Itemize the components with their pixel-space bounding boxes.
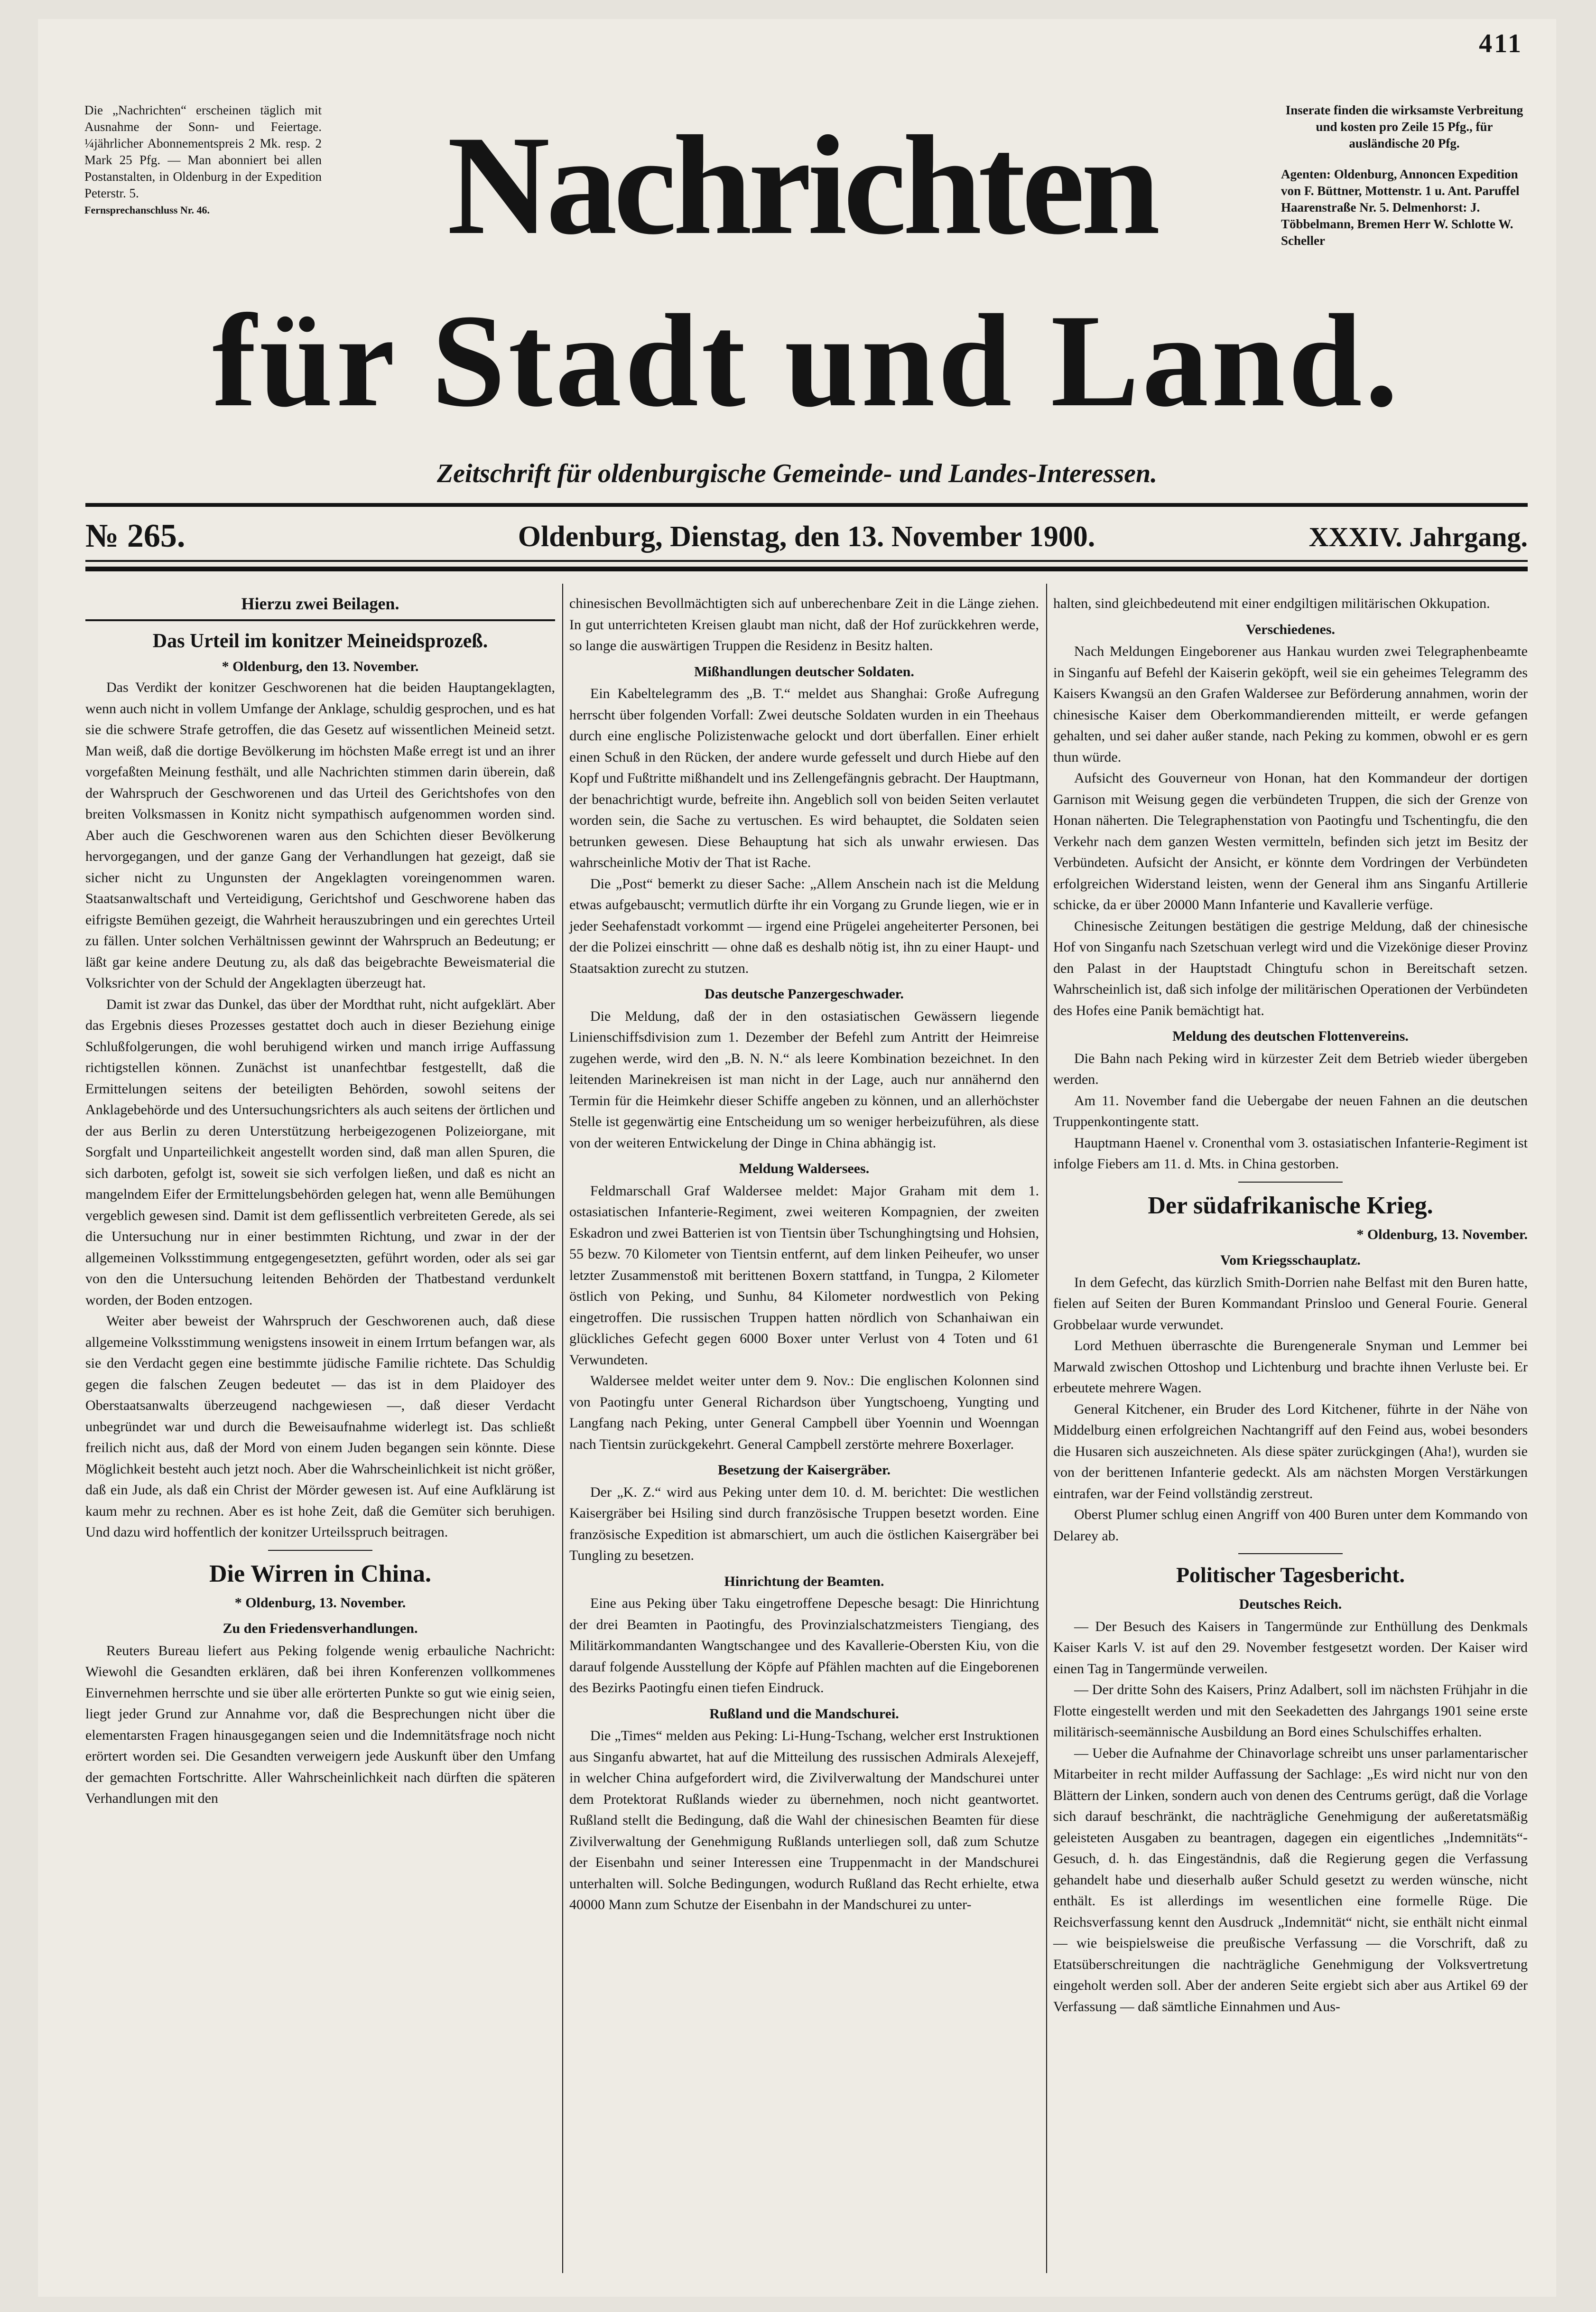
article-paragraph: Ein Kabeltelegramm des „B. T.“ meldet aus Shanghai: Große Aufregung herrscht über folgenden Vorfall: Zwei deutsche Soldaten wurden in ein Theehaus durch eine englische Polizistenwache gelockt und dort überfallen. Einer erhielt einen Schuß in den Rücken, der andere wurde gefesselt und durch Hiebe auf den Kopf und Fußtritte mißhandelt und ins Zellengefängnis gebracht. Der Hauptmann, der benachrichtigt wurde, befreite ihn. Angeblich soll von beiden Seiten verlautet worden sein, die Sache zu vertuschen. Es wird behauptet, die Soldaten seien betrunken gewesen. Diese Behauptung hat sich als unwahr erwiesen. Das wahrscheinliche Motiv der That ist Rache. (569, 686, 1039, 870)
article-paragraph: Die Meldung, daß der in den ostasiatischen Gewässern liegende Linienschiffsdivision zum 1. Dezember der Befehl zum Antritt der Heimreise zugehen werde, wird den „B. N. N.“ als leere Kombination bezeichnet. In den leitenden Marinekreisen ist man nicht in der Lage, auch nur annähernd den Termin für die Heimkehr dieser Schiffe angeben zu können, und an allerhöchster Stelle ist gegenwärtig eine Entscheidung um so weniger herbeizuführen, als diese von der weiteren Entwickelung der Dinge in China abhängig ist. (569, 1008, 1039, 1151)
article-paragraph: General Kitchener, ein Bruder des Lord Kitchener, führte in der Nähe von Middelburg einen erfolgreichen Nachtangriff auf den Feind aus, wobei besonders die Husaren sich auszeichneten. Als diese später zurückgingen (Aha!), wurden sie von der berittenen Infanterie gedeckt. Als am nächsten Morgen Verstärkungen eintrafen, war der Feind vollständig zerstreut. (1053, 1401, 1528, 1501)
masthead-rule (85, 503, 1528, 507)
masthead-subtitle: Zeitschrift für oldenburgische Gemeinde- und Landes-Interessen. (436, 459, 1158, 488)
article-paragraph: — Ueber die Aufnahme der Chinavorlage schreibt uns unser parlamentarischer Mitarbeiter in recht milder Auffassung der Sachlage: „Es wird nicht nur von den Blättern der Linken, sondern auch von denen des Centrums gerügt, daß die Vorlage sich darauf beschränkt, die nachträgliche Genehmigung der außeretatsmäßig geleisteten Ausgaben zu beantragen, dagegen ein eigentliches „Indemnitäts“-Gesuch, d. h. das Eingeständnis, daß die Regierung gegen die Verfassung gehandelt habe und dieserhalb außer Schuld gesetzt zu werden wünsche, nicht enthält. Es ist allerdings im wesentlichen eine formelle Rüge. Die Reichsverfassung kennt den Ausdruck „Indemnität“ nicht, sie enthält nicht einmal — wie beispielsweise die preußische Verfassung — die Vorschrift, daß zu Etatsüberschreitungen die nachträgliche Genehmigung der Volksvertretung eingeholt werden soll. Aber der anderen Seite ergiebt sich aber aus Artikel 69 der Verfassung — daß sämtliche Einnahmen und Aus- (1053, 1745, 1528, 2014)
article-paragraph: Damit ist zwar das Dunkel, das über der Mordthat ruht, nicht aufgeklärt. Aber das Ergebnis dieses Prozesses gestattet doch auch in dieser Beziehung einige Schlußfolgerungen, die wohl beruhigend wirken und manch irrige Auffassung richtigstellen können. Zunächst ist unanfechtbar festgestellt, daß die Ermittelungen seitens der beteiligten Behörden, sowohl seitens der Anklagebehörde und des Untersuchungsrichters als auch seitens der örtlichen und der aus Berlin zu deren Unterstützung herbeigezogenen Polizeiorgane, mit Sorgfalt und Unparteilichkeit angestellt worden sind, daß man allen Spuren, die sich darboten, gefolgt ist, soweit sie sich verfolgen ließen, und daß es nicht an mangelndem Eifer der Ermittelungsbehörden gelegen hat, wenn alle Bemühungen vergeblich gewesen sind. Damit ist dem geflissentlich verbreiteten Gerede, als sei die Untersuchung nur in einer bestimmten Richtung, und zwar in der der allgemeinen Volksstimmung entgegengesetzten, geführt worden, oder als sei gar von den die Untersuchung leitenden Behörden der Thatbestand verdunkelt worden, der Boden entzogen. (85, 996, 555, 1308)
article-paragraph: Feldmarschall Graf Waldersee meldet: Major Graham mit dem 1. ostasiatischen Infanterie-Regiment, zwei weiteren Kompagnien, der zweiten Eskadron und zwei Batterien ist von Tientsin über Tschunghingtsing und Hohsien, 55 bezw. 70 Kilometer von Tientsin entfernt, auf dem linken Peiheufer, wo unser letzter Zusammenstoß mit berittenen Boxern stattfand, in Tungpa, 2 Kilometer östlich von Peking, und Sunhu, 84 Kilometer nordwestlich von Peking eingetroffen. Die russischen Truppen hatten nördlich von Schanhaiwan ein glückliches Gefecht gegen 6000 Boxer unter Verlust von 4 Toten und 61 Verwundeten. (569, 1183, 1039, 1368)
article-paragraph: Eine aus Peking über Taku eingetroffene Depesche besagt: Die Hinrichtung der drei Beamten in Paotingfu, des Provinzialschatzmeisters Tiengiang, des Militärkommandanten Wangtschangee und des Kavallerie-Obersten Kiu, von die darauf folgende Ausstellung der Köpfe auf Pfählen machten auf die Eingeborenen des Bezirks Paotingfu einen tiefen Eindruck. (569, 1595, 1039, 1696)
article-paragraph: — Der dritte Sohn des Kaisers, Prinz Adalbert, soll im nächsten Frühjahr in die Flotte eingestellt werden und mit den Seekadetten des Jahrgangs 1901 seine erste militärisch-seemännische Ausbildung an Bord eines Schulschiffes erhalten. (1053, 1682, 1528, 1740)
article-paragraph: — Der Besuch des Kaisers in Tangermünde zur Enthüllung des Denkmals Kaiser Karls V. ist auf den 29. November festgesetzt worden. Der Kaiser wird einen Tag in Tangermünde verweilen. (1053, 1618, 1528, 1677)
column-2 (569, 593, 1039, 1916)
article-heading: Die Wirren in China. (209, 1560, 432, 1587)
article-dateline: * Oldenburg, 13. November. (234, 1594, 406, 1611)
section-rule (268, 1550, 372, 1551)
section-heading: Verschiedenes. (1245, 621, 1336, 637)
article-paragraph: Lord Methuen überraschte die Burengenerale Snyman und Lemmer bei Marwald zwischen Ottoshop und Lichtenburg und brachte ihnen Verluste bei. Er erbeutete mehrere Wagen. (1053, 1338, 1528, 1396)
article-paragraph: Am 11. November fand die Uebergabe der neuen Fahnen an die deutschen Truppenkontingente statt. (1053, 1092, 1528, 1129)
masthead-line1: Nachrichten (447, 106, 1157, 264)
article-paragraph: Reuters Bureau liefert aus Peking folgende wenig erbauliche Nachricht: Wiewohl die Gesandten erklären, daß bei ihren Konferenzen vollkommenes Einvernehmen herrschte und sie über alle erörterten Punkte so gut wie einig seien, liegt jeder Grund zur Annahme vor, daß die Besprechungen nicht über die elementarsten Fragen hinausgegangen seien und die Indemnitätsfrage noch nicht erörtert worden sei. Die Gesandten verweigern jede Auskunft über den Umfang der gemachten Fortschritte. Aller Wahrscheinlichkeit nach dürften die späteren Verhandlungen mit den (85, 1642, 555, 1806)
dateline-rule-top (85, 560, 1528, 562)
section-heading: Hinrichtung der Beamten. (724, 1573, 884, 1589)
phone-number: Fernsprechanschluss Nr. 46. (84, 204, 210, 216)
column-divider (1046, 584, 1047, 2273)
article-paragraph: Das Verdikt der konitzer Geschworenen hat die beiden Hauptangeklagten, wenn auch nicht in vollem Umfange der Anklage, schuldig gesprochen, und es hat sie die schwere Strafe getroffen, die das Gesetz auf wissentlichen Meineid setzt. Man weiß, daß die dortige Bevölkerung im höchsten Maße erregt ist und an ihrer vorgefaßten Meinung festhält, und alle Nachrichten stimmen darin überein, daß der Wahrspruch der Geschworenen und das Urteil des Gerichtshofes von den breiten Volksmassen in Konitz nicht sympathisch aufgenommen worden sind. Aber auch die Geschworenen waren aus den Schichten dieser Bevölkerung hervorgegangen, und der ganze Gang der Verhandlungen hat gezeigt, daß sie sicher nicht zu Ungunsten der Angeklagten voreingenommen waren. Staatsanwaltschaft und Verteidigung, Gerichtshof und Geschworene haben das eifrigste Bemühen gezeigt, die Wahrheit herauszubringen und ein gerechtes Urteil zu fällen. Unter solchen Verhältnissen gewinnt der Wahrspruch an Bedeutung; er läßt gar keine andere Deutung zu, als daß das beigebrachte Beweismaterial die Volksrichter von der Schuld der Angeklagten überzeugt hat. (85, 680, 555, 991)
article-paragraph: Nach Meldungen Eingeborener aus Hankau wurden zwei Telegraphenbeamte in Singanfu auf Befehl der Kaiserin geköpft, weil sie ein geheimes Telegramm des Kaisers Kwangsü an den Grafen Waldersee zur Beförderung annahmen, worin der chinesische Kaiser dem Oberkommandierenden mitteilt, er werde gefangen gehalten, und sei daher außer stande, nach Peking zu kommen, obwohl er es gern thun würde. (1053, 643, 1528, 765)
article-paragraph: Hauptmann Haenel v. Cronenthal vom 3. ostasiatischen Infanterie-Regiment ist infolge Fiebers am 11. d. Mts. in China gestorben. (1053, 1135, 1528, 1172)
column-divider (562, 584, 563, 2273)
article-paragraph: Waldersee meldet weiter unter dem 9. Nov.: Die englischen Kolonnen sind von Paotingfu unter General Richardson über Yungtschoeng, Yungting und Langfang nach Peking, unter General Campbell über Yoennin und Woenngan nach Tientsin zurückgekehrt. General Campbell zerstörte mehrere Boxerlager. (569, 1373, 1039, 1452)
page-number: 411 (1479, 29, 1523, 58)
column-1 (85, 593, 555, 1809)
section-heading: Meldung des deutschen Flottenvereins. (1172, 1028, 1409, 1044)
article-heading: Der südafrikanische Krieg. (1148, 1192, 1433, 1219)
issue-date: Oldenburg, Dienstag, den 13. November 1900. (518, 521, 1095, 553)
article-paragraph: Die „Post“ bemerkt zu dieser Sache: „Allem Anschein nach ist die Meldung etwas aufgebauscht; vermutlich dürfte ihr ein Vorgang zu Grunde liegen, wie er in jeder Seehafenstadt vorkommt — irgend eine Prügelei angeheiterter Personen, bei der die Polizei einschritt — ohne daß es deshalb nötig ist, ihn zu einer Haupt- und Staatsaktion zurecht zu stutzen. (569, 876, 1039, 976)
volume-year: XXXIV. Jahrgang. (1308, 522, 1528, 552)
section-heading: Zu den Friedensverhandlungen. (223, 1621, 418, 1636)
dateline (85, 517, 1528, 555)
section-rule (1238, 1553, 1343, 1554)
section-rule (1238, 1182, 1343, 1183)
article-paragraph: Chinesische Zeitungen bestätigen die gestrige Meldung, daß der chinesische Hof von Singanfu nach Szetschuan verlegt wird und die Vizekönige dieser Provinz den Palast in der Hauptstadt Chingtufu schon in Bereitschaft setzen. Wahrscheinlich ist, daß sich infolge der militärischen Operationen der Verbündeten des Hofes eine Panik bemächtigt hat. (1053, 918, 1528, 1018)
article-heading: Das Urteil im konitzer Meineidsprozeß. (152, 630, 488, 652)
section-heading: Das deutsche Panzergeschwader. (705, 986, 904, 1002)
article-heading: Politischer Tagesbericht. (1176, 1563, 1405, 1587)
section-heading: Deutsches Reich. (1239, 1596, 1342, 1612)
newspaper-page (38, 19, 1556, 2297)
masthead-line2: für Stadt und Land. (212, 287, 1401, 434)
dateline-rule-bottom (85, 567, 1528, 571)
section-heading: Meldung Waldersees. (739, 1161, 870, 1176)
section-heading: Mißhandlungen deutscher Soldaten. (694, 663, 914, 680)
issue-number: № 265. (85, 518, 186, 554)
article-paragraph: Weiter aber beweist der Wahrspruch der Geschworenen auch, daß diese allgemeine Volksstimmung wenigstens insoweit in einem Irrtum befangen war, als sie den Verdacht gegen eine bestimmte jüdische Familie richtete. Das Schuldig gegen die falschen Zeugen bedeutet — das ist in dem Plaidoyer des Oberstaatsanwalts überzeugend nachgewiesen —, daß dieser Verdacht unbegründet war und durch die Beweisaufnahme widerlegt ist. Das schließt freilich nicht aus, daß der Mord von einem Juden begangen sein könnte. Diese Möglichkeit besteht auch jetzt noch. Aber die Wahrscheinlichkeit ist nicht größer, daß ein Jude, als daß ein Christ der Mörder gewesen ist. Auf eine Aufklärung ist kaum mehr zu rechnen. Aber es ist hohe Zeit, daß die Gemüter sich beruhigen. Und dazu wird hoffentlich der konitzer Urteilsspruch beitragen. (85, 1313, 555, 1540)
article-paragraph: In dem Gefecht, das kürzlich Smith-Dorrien nahe Belfast mit den Buren hatte, fielen auf Seiten der Buren Kommandant Prinsloo und General Fourie. General Grobbelaar wurde verwundet. (1053, 1274, 1528, 1333)
article-paragraph: Der „K. Z.“ wird aus Peking unter dem 10. d. M. berichtet: Die westlichen Kaisergräber bei Hsiling sind durch französische Truppen besetzt worden. Eine französische Expedition ist abmarschiert, um auch die östlichen Kaisergräber bei Tungling zu besetzen. (569, 1484, 1039, 1563)
section-heading: Vom Kriegsschauplatz. (1220, 1252, 1361, 1268)
article-paragraph: Die Bahn nach Peking wird in kürzester Zeit dem Betrieb wieder übergeben werden. (1053, 1050, 1528, 1087)
advertising-notice (1281, 102, 1528, 249)
article-paragraph: Die „Times“ melden aus Peking: Li-Hung-Tschang, welcher erst Instruktionen aus Singanfu abwartet, hat auf die Mitteilung des russischen Admirals Alexejeff, in welcher China aufgefordert wird, die Zivilverwaltung der Mandschurei unter dem Protektorat Rußlands wieder zu übernehmen, noch nicht geantwortet. Rußland stellt die Bedingung, daß die Wahl der chinesischen Beamten für diese Zivilverwaltung der Genehmigung Rußlands unterliegen soll, daß zum Schutze der Eisenbahn und seiner Interessen eine Truppenmacht in der Mandschurei unterhalten will. Solche Bedingungen, wodurch Rußland das Recht erhielte, etwa 40000 Mann zum Schutze der Eisenbahn in der Mandschurei zu unter- (569, 1728, 1039, 1912)
article-paragraph: chinesischen Bevollmächtigten sich auf unberechenbare Zeit in die Länge ziehen. In gut unterrichteten Kreisen glaubt man nicht, daß der Hof zurückkehren werde, so lange die auswärtigen Truppen die Residenz in Besitz halten. (569, 596, 1039, 653)
subscription-notice (84, 102, 322, 218)
section-heading: Rußland und die Mandschurei. (709, 1706, 899, 1722)
column-3 (1053, 593, 1528, 2017)
article-paragraph: Oberst Plumer schlug einen Angriff von 400 Buren unter dem Kommando von Delarey ab. (1053, 1507, 1528, 1544)
section-heading: Besetzung der Kaisergräber. (717, 1462, 891, 1478)
article-paragraph: halten, sind gleichbedeutend mit einer endgiltigen militärischen Okkupation. (1053, 596, 1490, 611)
inserate-text: Inserate finden die wirksamste Verbreitung und kosten pro Zeile 15 Pfg., für ausländische 20 Pfg. (1285, 103, 1523, 150)
supplements-notice: Hierzu zwei Beilagen. (85, 593, 555, 621)
agenten-text: Agenten: Oldenburg, Annoncen Expedition von F. Büttner, Mottenstr. 1 u. Ant. Paruffel Haarenstraße Nr. 5. Delmenhorst: J. Többelmann, Bremen Herr W. Schlotte W. Scheller (1281, 167, 1520, 248)
article-paragraph: Aufsicht des Gouverneur von Honan, hat den Kommandeur der dortigen Garnison mit Weisung gegen die verbündeten Truppen, die sich der Grenze von Honan näherten. Die Telegraphenstation von Paotingfu und Tschentingfu, die den Verkehr nach dem ganzen Westen vermitteln, befinden sich jetzt im Besitz der Verbündeten. Aufsicht der Ansicht, er könnte dem Vordringen der Verbündeten erfolgreichen Widerstand leisten, wenn der General ihm ans Singanfu Artillerie schicke, da er über 20000 Mann Infanterie und Kavallerie verfüge. (1053, 770, 1528, 913)
article-dateline: * Oldenburg, 13. November. (1356, 1226, 1528, 1242)
article-dateline: * Oldenburg, den 13. November. (222, 658, 419, 674)
subscription-text: Die „Nachrichten“ erscheinen täglich mit Ausnahme der Sonn- und Feiertage. ¼jährlicher Abonnementspreis 2 Mk. resp. 2 Mark 25 Pfg. — Man abonniert bei allen Postanstalten, in Oldenburg in der Expedition Peterstr. 5. (84, 103, 322, 200)
